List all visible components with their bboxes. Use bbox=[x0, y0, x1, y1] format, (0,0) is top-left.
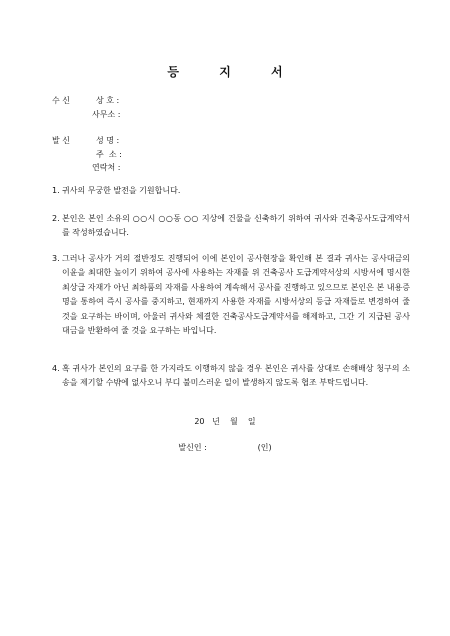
signature-line: 발신인 : (인) bbox=[178, 443, 272, 452]
paragraph-4 bbox=[52, 362, 410, 391]
date-line: 20 년 월 일 bbox=[194, 417, 256, 426]
paragraph-1 bbox=[52, 184, 410, 198]
paragraph-text: 본인은 본인 소유의 ○○시 ○○동 ○○ 지상에 건물을 신축하기 위하여 귀사와 건축공사도급계약서를 작성하였습니다. bbox=[62, 214, 410, 238]
paragraph-text: 혹 귀사가 본인의 요구를 한 가지라도 이행하지 않을 경우 본인은 귀사를 상대로 손해배상 청구의 소송을 제기할 수밖에 없사오니 부디 불미스러운 일이 발생하지 않도록 협조 부탁드립니다. bbox=[62, 364, 410, 388]
sender-role-label: 발 신 bbox=[52, 136, 70, 145]
paragraph-number: 3. bbox=[52, 254, 60, 263]
paragraph-text: 귀사의 무궁한 발전을 기원합니다. bbox=[62, 186, 181, 195]
paragraph-2 bbox=[52, 212, 410, 241]
sender-name-label: 성 명 : bbox=[96, 136, 120, 145]
document-title: 등 지 서 bbox=[167, 65, 301, 79]
sender-contact-label: 연락처 : bbox=[92, 163, 121, 172]
paragraph-text: 그러나 공사가 거의 절반정도 진행되어 이에 본인이 공사현장을 확인해 본 결과 귀사는 공사대금의 이윤을 최대한 높이기 위하여 공사에 사용하는 자재를 위 건축공사 도급계약서상의 시방서에 명시한 최상급 자재가 아닌 최하품의 자재를 사용하여 계속해서 공사를 진행하고 있으므로 본인은 본 내용증명을 통하여 즉시 공사를 중지하고, 현재까지 사용한 자재를 시방서상의 등급 자재들로 변경하여 줄 것을 요구하는 바이며, 아울러 귀사와 체결한 건축공사도급계약서를 해제하고, 그간 기 지급된 공사대금을 반환하여 줄 것을 요구하는 바입니다. bbox=[62, 254, 410, 336]
sender-address-label: 주 소 : bbox=[96, 150, 122, 159]
recipient-office-label: 사무소 : bbox=[92, 110, 121, 119]
paragraph-3 bbox=[52, 252, 410, 338]
recipient-role-label: 수 신 bbox=[52, 96, 70, 105]
recipient-company-label: 상 호 : bbox=[96, 96, 120, 105]
paragraph-number: 1. bbox=[52, 186, 60, 195]
paragraph-number: 4. bbox=[52, 364, 60, 373]
paragraph-number: 2. bbox=[52, 214, 60, 223]
